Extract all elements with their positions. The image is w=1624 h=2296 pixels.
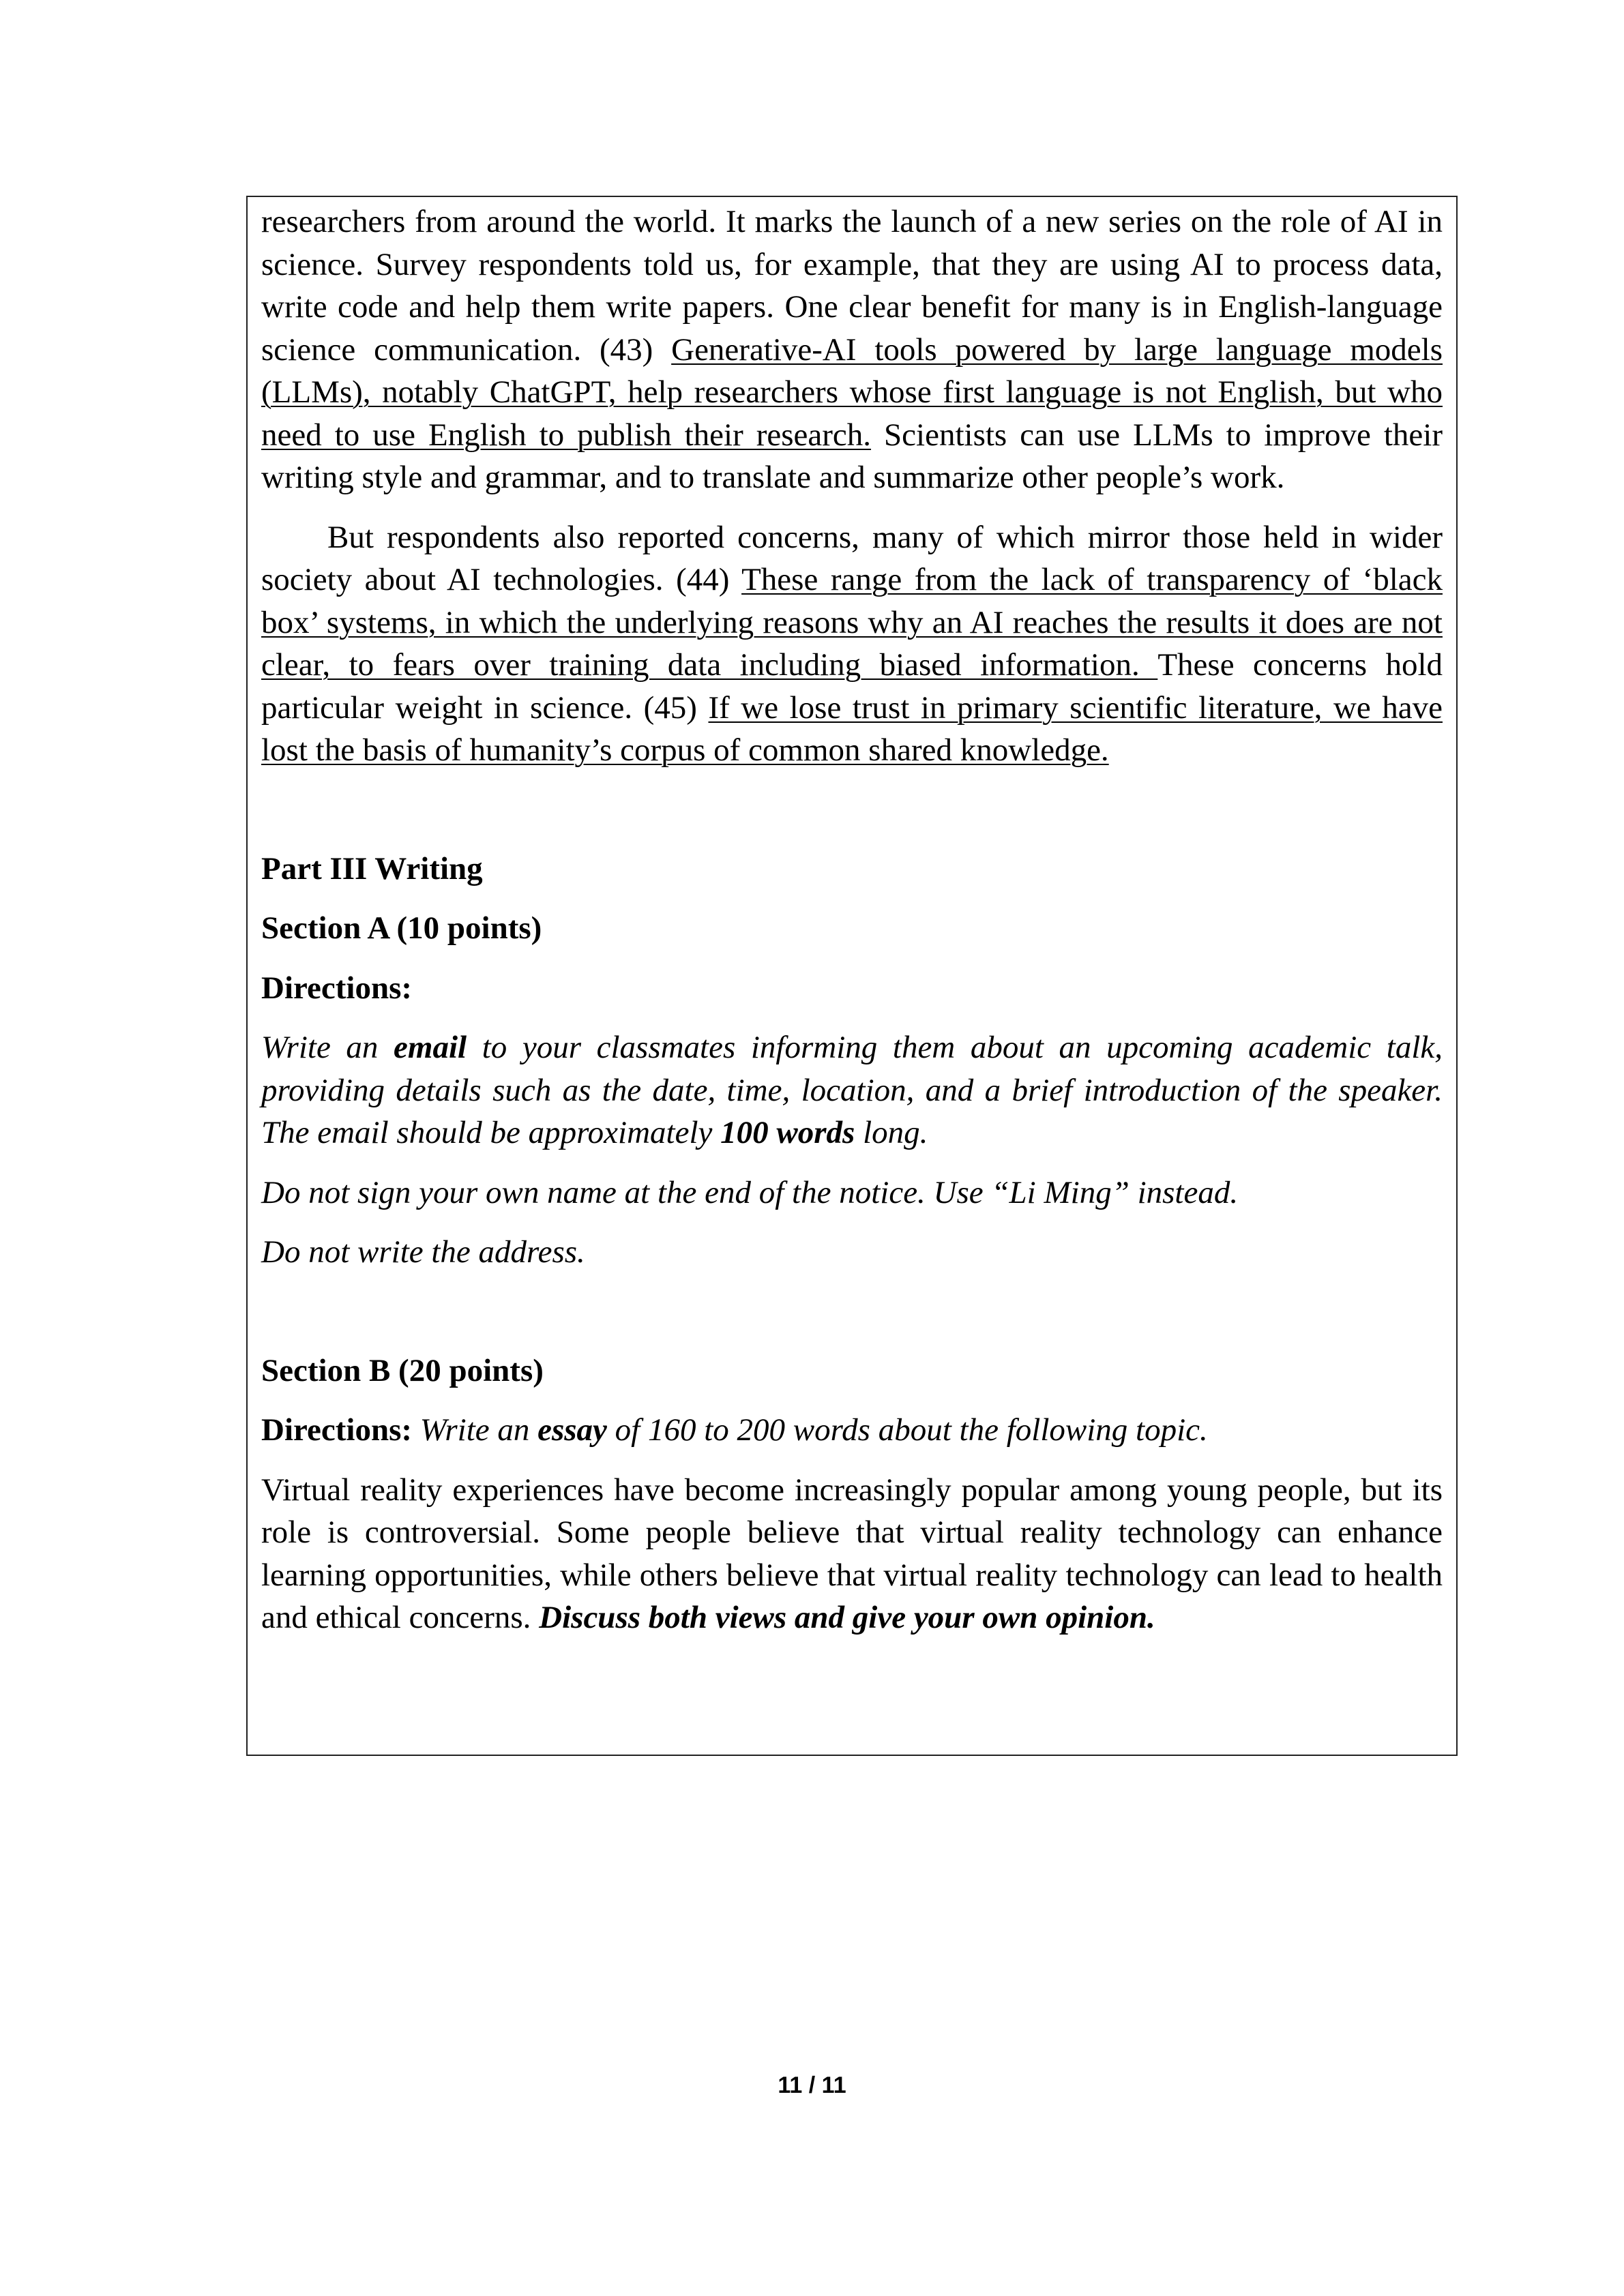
section-a-title: Section A (10 points) [261,910,542,946]
section-a-signature-note: Do not sign your own name at the end of the notice. Use “Li Ming” instead. [261,1174,1239,1210]
emphasis-word-count: 100 words [720,1115,855,1150]
question-number-45: (45) [643,689,709,726]
passage-text: researchers from around the world. It marks the launch of a new series on the role of AI in science. Survey respondents told us, for example, that they are using AI to process data, write code and help them write papers. One clear benefit for many is in English-language science communication. [261,204,1443,368]
section-b-title: Section B (20 points) [261,1352,544,1388]
topic-text: Virtual reality experiences have become increasingly popular among young people, but its role is controversial. Some people believe that virtual reality technology can enhance learning opportunities, while others believe that virtual reality technology can lead to health and ethical concerns. [261,1472,1443,1635]
instruction-text: long. [855,1115,928,1150]
passage-text: Scientists can use LLMs to improve their writing style and grammar, and to translate and summarize other people’s work. [261,417,1443,495]
emphasis-email: email [394,1030,467,1065]
section-b-directions-label: Directions: [261,1412,413,1448]
instruction-text: of 160 to 200 words about the following topic. [606,1412,1208,1448]
instruction-text: to your classmates informing them about an upcoming academic talk, providing details such as the date, time, location, and a brief introduction of the speaker. The email should be approximately [261,1030,1443,1150]
section-b-topic [261,1469,1443,1639]
passage-text: But respondents also reported concerns, many of which mirror those held in wider society about AI technologies. [261,519,1443,597]
section-b-directions [261,1409,1443,1452]
page-number: 11 / 11 [778,2072,846,2098]
section-a-directions-label: Directions: [261,970,413,1006]
underlined-sentence-44: These range from the lack of transparency of ‘black box’ systems, in which the underlying reasons why an AI reaches the results it does are not clear, to fears over training data including biased information. [261,562,1443,683]
passage-paragraph-2 [261,516,1443,772]
underlined-sentence-43: Generative-AI tools powered by large language models (LLMs), notably ChatGPT, help researchers whose first language is not English, but who need to use English to publish their research. [261,331,1443,453]
passage-paragraph-1 [261,200,1443,499]
question-number-43: (43) [600,331,672,368]
section-a-instructions [261,1026,1443,1154]
question-number-44: (44) [676,562,742,597]
page-content [261,200,1443,1639]
instruction-text: Write an [412,1412,538,1448]
instruction-text: Write an [261,1030,394,1065]
part-title: Part III Writing [261,850,483,886]
passage-text: These concerns hold particular weight in science. [261,647,1443,726]
section-a-address-note: Do not write the address. [261,1234,585,1270]
underlined-sentence-45: If we lose trust in primary scientific literature, we have lost the basis of humanity’s corpus of common shared knowledge. [261,689,1443,768]
topic-task: Discuss both views and give your own opinion. [539,1600,1155,1635]
emphasis-essay: essay [537,1412,607,1448]
